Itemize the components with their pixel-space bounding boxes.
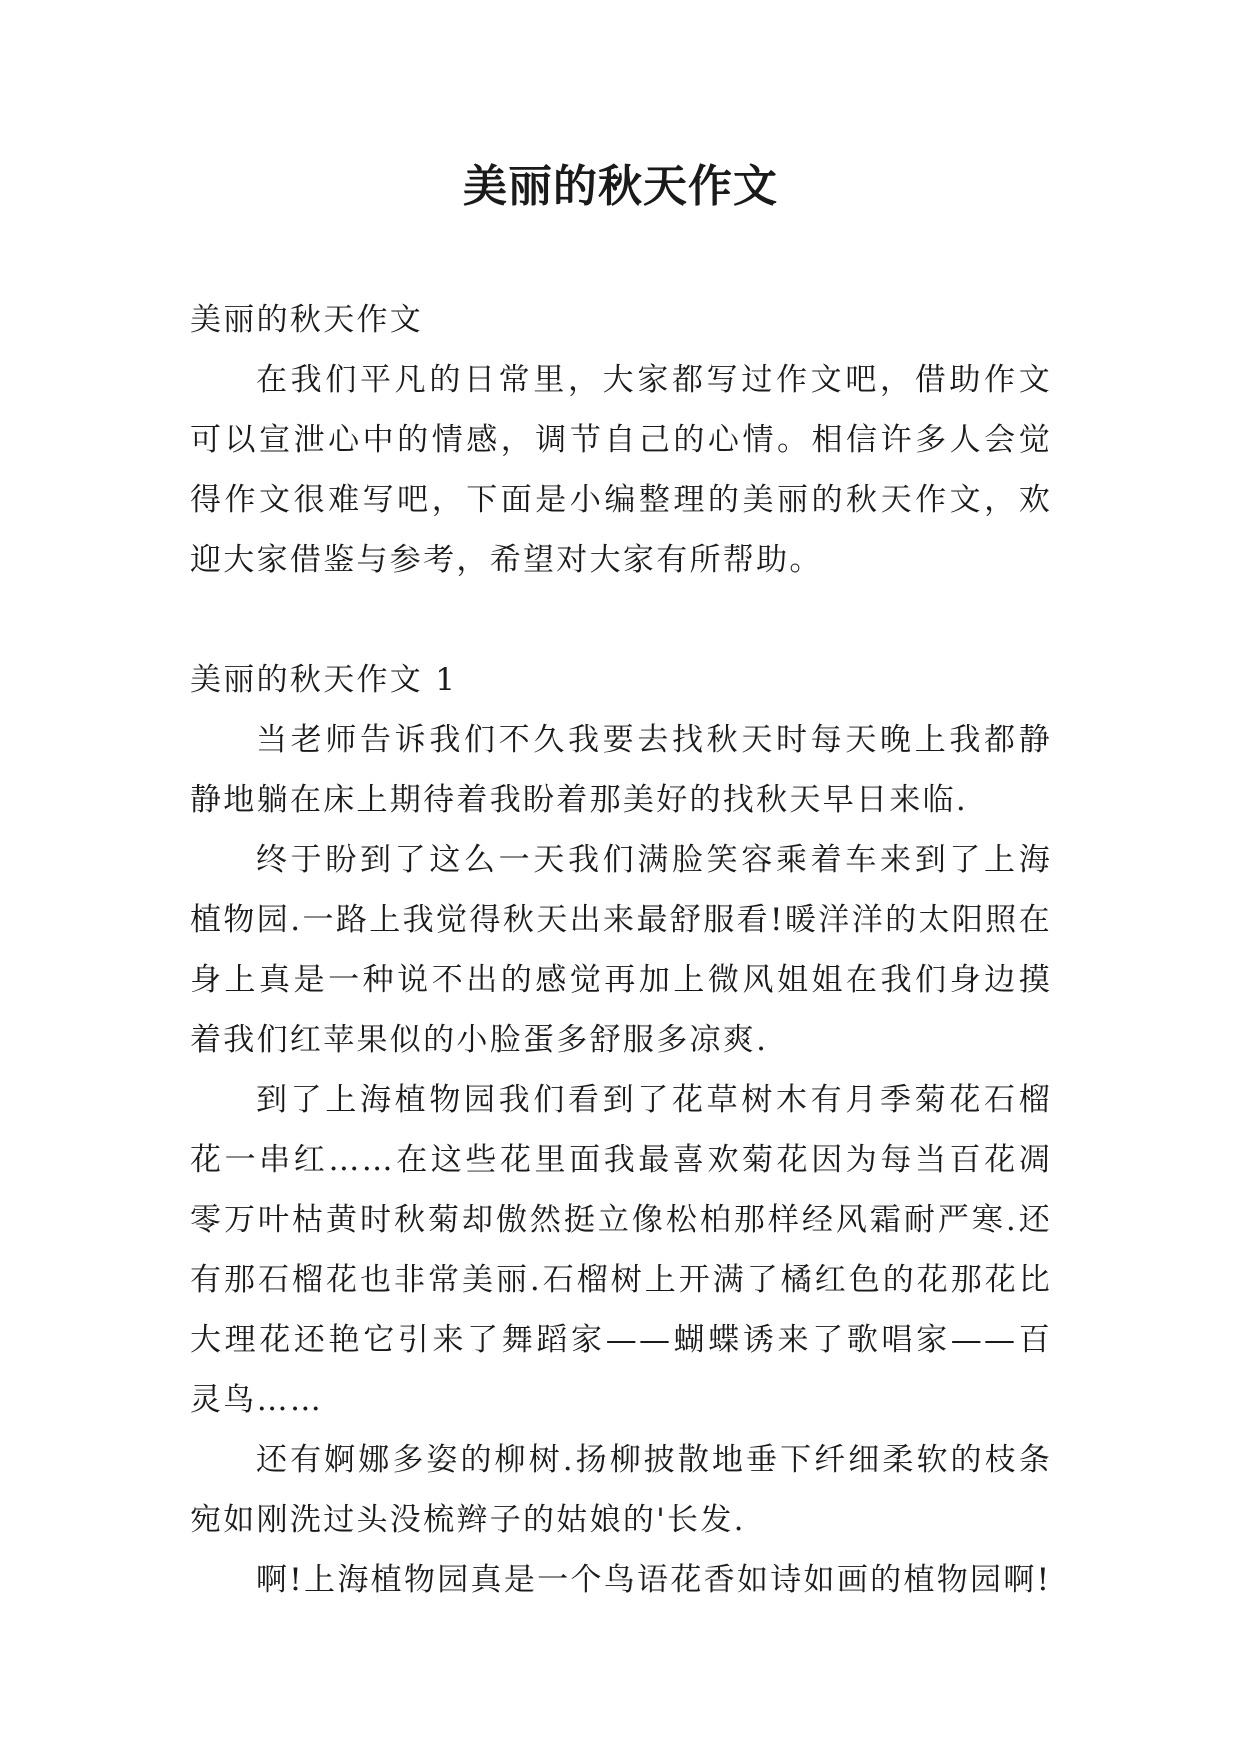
body-paragraph: 当老师告诉我们不久我要去找秋天时每天晚上我都静静地躺在床上期待着我盼着那美好的找秋天早日来临.: [190, 722, 1052, 818]
intro-paragraph: 在我们平凡的日常里，大家都写过作文吧，借助作文可以宣泄心中的情感，调节自己的心情。相信许多人会觉得作文很难写吧，下面是小编整理的美丽的秋天作文，欢迎大家借鉴与参考，希望对大家有所帮助。: [190, 362, 1052, 578]
section-heading: 美丽的秋天作文 1: [190, 662, 458, 698]
body-paragraph: 到了上海植物园我们看到了花草树木有月季菊花石榴花一串红……在这些花里面我最喜欢菊花因为每当百花凋零万叶枯黄时秋菊却傲然挺立像松柏那样经风霜耐严寒.还有那石榴花也非常美丽.石榴树上开满了橘红色的花那花比大理花还艳它引来了舞蹈家——蝴蝶诱来了歌唱家——百灵鸟……: [190, 1082, 1052, 1418]
intro-heading: 美丽的秋天作文: [190, 302, 424, 338]
document-body: [190, 290, 1052, 1610]
page-title: 美丽的秋天作文: [463, 161, 778, 212]
body-paragraph: 啊!上海植物园真是一个鸟语花香如诗如画的植物园啊!: [256, 1562, 1052, 1598]
body-paragraph: 终于盼到了这么一天我们满脸笑容乘着车来到了上海植物园.一路上我觉得秋天出来最舒服看!暖洋洋的太阳照在身上真是一种说不出的感觉再加上微风姐姐在我们身边摸着我们红苹果似的小脸蛋多舒服多凉爽.: [190, 842, 1052, 1058]
body-paragraph: 还有婀娜多姿的柳树.扬柳披散地垂下纤细柔软的枝条宛如刚洗过头没梳辫子的姑娘的'长发.: [190, 1442, 1052, 1538]
